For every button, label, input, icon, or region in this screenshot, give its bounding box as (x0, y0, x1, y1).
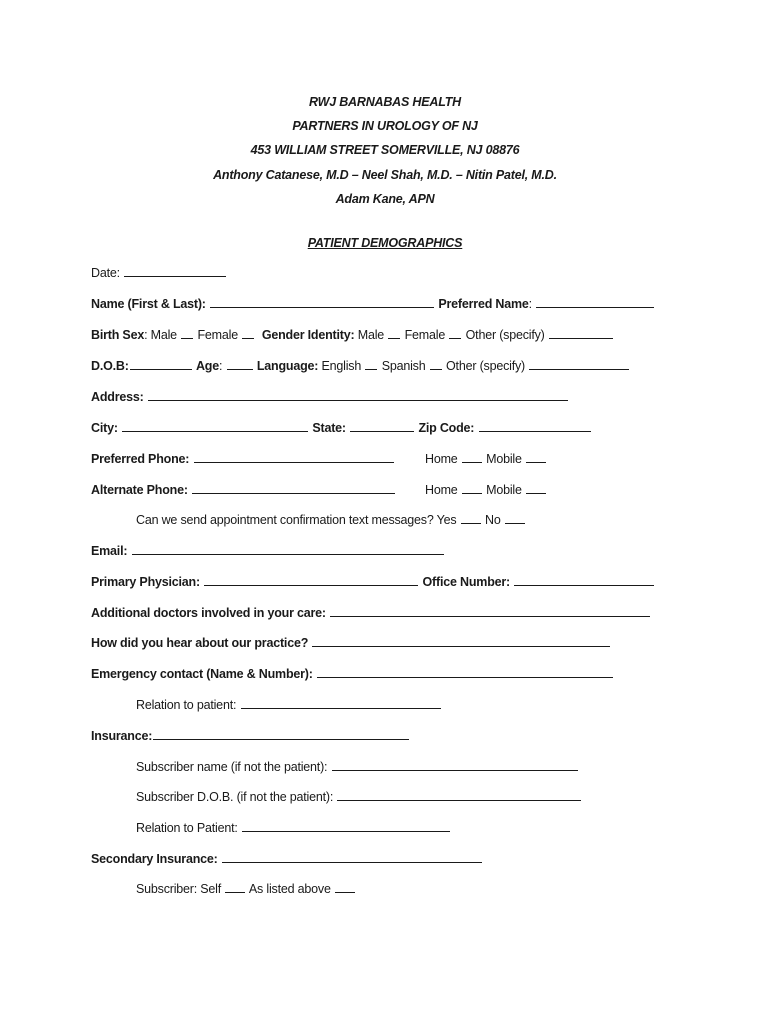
subscriber-dob-label: Subscriber D.O.B. (if not the patient): (136, 790, 334, 804)
pref-mobile-label: Mobile (486, 452, 522, 466)
primary-physician-field[interactable] (204, 573, 418, 586)
preferred-phone-field[interactable] (194, 450, 394, 463)
age-label: Age (195, 359, 219, 373)
text-confirmation-row (136, 511, 526, 528)
dob-label: D.O.B: (91, 359, 129, 373)
birth-sex-female-field[interactable] (242, 326, 254, 339)
subscriber-name-row (136, 758, 579, 775)
subscriber-relation-label: Relation to Patient: (136, 821, 238, 835)
dob-age-language-row: D.O.B: Age: Language: English Spanish Other (specify) (91, 357, 630, 374)
state-field[interactable] (350, 419, 414, 432)
gender-other-field[interactable] (549, 326, 613, 339)
office-number-field[interactable] (514, 573, 654, 586)
primary-physician-row (91, 573, 655, 590)
alternate-phone-field[interactable] (192, 481, 395, 494)
gender-other-label: Other (specify) (465, 328, 545, 342)
lang-spanish-label: Spanish (381, 359, 426, 373)
subscriber-dob-row (136, 788, 582, 805)
alt-mobile-field[interactable] (526, 481, 546, 494)
apn-name: Adam Kane, APN (335, 192, 435, 206)
insurance-label: Insurance: (91, 729, 153, 743)
preferred-phone-type (425, 450, 547, 467)
subscriber-relation-field[interactable] (242, 819, 450, 832)
pref-home-label: Home (425, 452, 458, 466)
text-question: Can we send appointment confirmation text messages? Yes (136, 513, 457, 527)
name-row: Name (First & Last): Preferred Name: (91, 295, 655, 312)
subscriber-name-label: Subscriber name (if not the patient): (136, 760, 328, 774)
primary-physician-label: Primary Physician: (91, 575, 200, 589)
emergency-contact-row (91, 665, 614, 682)
office-number-label: Office Number: (422, 575, 511, 589)
state-label: State: (312, 421, 346, 435)
secondary-subscriber-row (136, 880, 356, 897)
date-label: Date (91, 266, 117, 280)
secondary-insurance-label: Secondary Insurance: (91, 852, 218, 866)
birth-sex-label: Birth Sex (91, 328, 145, 342)
city-state-zip-row (91, 419, 592, 436)
subscriber-self-field[interactable] (225, 880, 245, 893)
address-field[interactable] (148, 388, 568, 401)
zip-field[interactable] (479, 419, 591, 432)
name-label: Name (First & Last): (91, 297, 206, 311)
emergency-relation-field[interactable] (241, 696, 441, 709)
text-yes-field[interactable] (461, 511, 481, 524)
emergency-contact-field[interactable] (317, 665, 613, 678)
emergency-contact-label: Emergency contact (Name & Number): (91, 667, 313, 681)
date-row: Date: (91, 264, 227, 281)
physicians-list: Anthony Catanese, M.D – Neel Shah, M.D. – Nitin Patel, M.D. (213, 168, 557, 182)
as-listed-label: As listed above (248, 882, 331, 896)
preferred-name-label: Preferred Name (438, 297, 529, 311)
secondary-insurance-field[interactable] (222, 850, 482, 863)
insurance-row (91, 727, 410, 744)
gender-male-field[interactable] (388, 326, 400, 339)
gender-male-label: Male (357, 328, 385, 342)
preferred-phone-label: Preferred Phone: (91, 452, 190, 466)
referral-source-row (91, 634, 611, 651)
alt-home-label: Home (425, 483, 458, 497)
address-row (91, 388, 569, 405)
city-field[interactable] (122, 419, 308, 432)
additional-doctors-field[interactable] (330, 604, 650, 617)
city-label: City: (91, 421, 118, 435)
lang-english-label: English (321, 359, 362, 373)
date-field[interactable] (124, 264, 226, 277)
practice-name: PARTNERS IN UROLOGY OF NJ (292, 119, 478, 133)
additional-doctors-label: Additional doctors involved in your care: (91, 606, 326, 620)
subscriber-dob-field[interactable] (337, 788, 581, 801)
alternate-phone-label: Alternate Phone: (91, 483, 188, 497)
org-name: RWJ BARNABAS HEALTH (309, 95, 461, 109)
text-no-field[interactable] (505, 511, 525, 524)
lang-spanish-field[interactable] (430, 357, 442, 370)
birth-sex-male-label: Male (150, 328, 177, 342)
email-field[interactable] (132, 542, 444, 555)
lang-other-label: Other (specify) (446, 359, 525, 373)
gender-female-field[interactable] (449, 326, 461, 339)
sex-gender-row: Birth Sex: Male Female Gender Identity: Male Female Other (specify) (91, 326, 614, 343)
subscriber-name-field[interactable] (332, 758, 578, 771)
gender-identity-label: Gender Identity: (261, 328, 355, 342)
emergency-relation-row (136, 696, 442, 713)
referral-source-label: How did you hear about our practice? (91, 636, 309, 650)
alt-mobile-label: Mobile (486, 483, 522, 497)
insurance-field[interactable] (153, 727, 409, 740)
alternate-phone-type (425, 481, 547, 498)
practice-address: 453 WILLIAM STREET SOMERVILLE, NJ 08876 (250, 143, 520, 157)
email-row (91, 542, 445, 559)
name-field[interactable] (210, 295, 434, 308)
additional-doctors-row (91, 604, 651, 621)
text-no-label: No (485, 513, 501, 527)
secondary-insurance-row (91, 850, 483, 867)
alt-home-field[interactable] (462, 481, 482, 494)
preferred-phone-row (91, 450, 395, 467)
language-label: Language: (256, 359, 319, 373)
dob-field[interactable] (130, 357, 192, 370)
pref-home-field[interactable] (462, 450, 482, 463)
birth-sex-male-field[interactable] (181, 326, 193, 339)
address-label: Address: (91, 390, 144, 404)
subscriber-relation-row (136, 819, 451, 836)
birth-sex-female-label: Female (197, 328, 238, 342)
preferred-name-field[interactable] (536, 295, 654, 308)
alternate-phone-row (91, 481, 396, 498)
section-title: PATIENT DEMOGRAPHICS (307, 236, 463, 250)
gender-female-label: Female (404, 328, 446, 342)
subscriber-self-label: Subscriber: Self (136, 882, 222, 896)
zip-label: Zip Code: (418, 421, 475, 435)
pref-mobile-field[interactable] (526, 450, 546, 463)
lang-english-field[interactable] (365, 357, 377, 370)
email-label: Email: (91, 544, 128, 558)
lang-other-field[interactable] (529, 357, 629, 370)
referral-source-field[interactable] (312, 634, 610, 647)
as-listed-field[interactable] (335, 880, 355, 893)
emergency-relation-label: Relation to patient: (136, 698, 237, 712)
age-field[interactable] (227, 357, 253, 370)
